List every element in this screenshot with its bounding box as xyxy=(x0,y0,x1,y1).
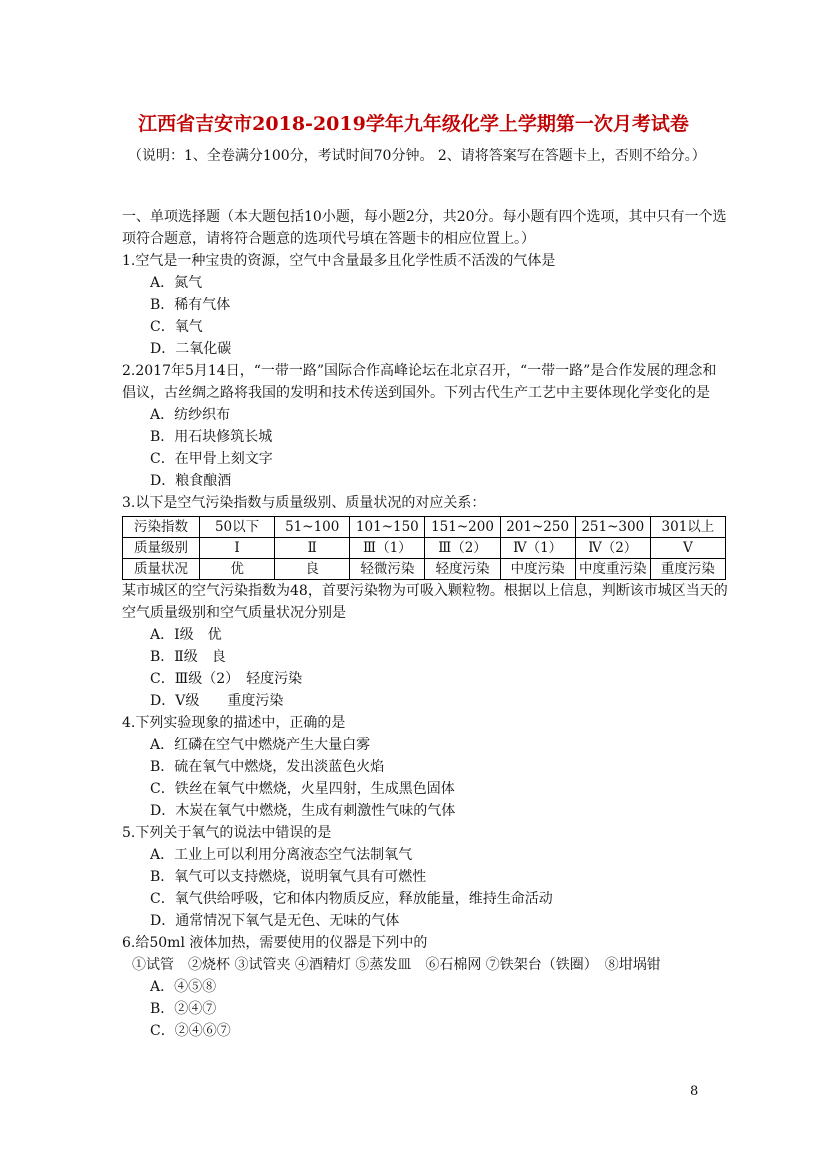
page-number: 8 xyxy=(690,1084,699,1099)
question-5 xyxy=(122,822,728,932)
option-b: B．②④⑦ xyxy=(150,1001,217,1017)
question-stem: 2.2017年5月14日，“一带一路”国际合作高峰论坛在北京召开，“一带一路”是合作发展的理念和倡议，古丝绸之路将我国的发明和技术传送到国外。下列古代生产工艺中主要体现化学变化的是 xyxy=(122,363,717,401)
option-d: D．木炭在氧气中燃烧，生成有刺激性气味的气体 xyxy=(150,803,456,819)
option-c: C．氧气 xyxy=(150,319,203,335)
table-cell: 轻度污染 xyxy=(425,559,500,580)
question-3 xyxy=(122,492,728,712)
table-cell: 重度污染 xyxy=(650,559,725,580)
option-b: B．硫在氧气中燃烧，发出淡蓝色火焰 xyxy=(150,759,385,775)
question-stem: 5.下列关于氧气的说法中错误的是 xyxy=(122,825,332,841)
question-stem: 4.下列实验现象的描述中，正确的是 xyxy=(122,715,346,731)
table-cell: Ⅲ（2） xyxy=(425,538,500,559)
question-stem: 1.空气是一种宝贵的资源，空气中含量最多且化学性质不活泼的气体是 xyxy=(122,253,556,269)
table-row xyxy=(123,517,726,538)
table-cell: 污染指数 xyxy=(123,517,200,538)
option-b: B．稀有气体 xyxy=(150,297,231,313)
table-cell: Ⅴ xyxy=(650,538,725,559)
table-row xyxy=(123,559,726,580)
table-cell: 中度重污染 xyxy=(575,559,650,580)
question-6 xyxy=(122,932,728,1042)
exam-content xyxy=(122,206,728,1042)
question-2 xyxy=(122,360,728,492)
question-stem-continued: 某市城区的空气污染指数为48，首要污染物为可吸入颗粒物。根据以上信息，判断该市城区当天的空气质量级别和空气质量状况分别是 xyxy=(122,583,728,621)
table-cell: Ⅰ xyxy=(200,538,275,559)
table-cell: 251~300 xyxy=(575,517,650,538)
table-cell: 101~150 xyxy=(350,517,425,538)
table-cell: 151~200 xyxy=(425,517,500,538)
option-c: C．氧气供给呼吸，它和体内物质反应，释放能量，维持生命活动 xyxy=(150,891,553,907)
table-cell: 轻微污染 xyxy=(350,559,425,580)
option-a: A．④⑤⑧ xyxy=(150,979,217,995)
question-stem: 6.给50ml 液体加热，需要使用的仪器是下列中的 xyxy=(122,935,428,951)
table-cell: 质量级别 xyxy=(123,538,200,559)
table-cell: 50以下 xyxy=(200,517,275,538)
section-heading: 一、单项选择题（本大题包括10小题，每小题2分，共20分。每小题有四个选项，其中只有一个选项符合题意，请将符合题意的选项代号填在答题卡的相应位置上。） xyxy=(122,209,727,247)
exam-instructions: （说明：1、全卷满分100分，考试时间70分钟。 2、请将答案写在答题卡上，否则不给分。） xyxy=(128,148,706,164)
table-cell: 201~250 xyxy=(500,517,575,538)
option-a: A．Ⅰ级 优 xyxy=(150,627,222,643)
option-a: A．红磷在空气中燃烧产生大量白雾 xyxy=(150,737,371,753)
question-stem: 3.以下是空气污染指数与质量级别、质量状况的对应关系： xyxy=(122,495,486,511)
table-cell: 良 xyxy=(275,559,350,580)
option-b: B．Ⅱ级 良 xyxy=(150,649,226,665)
option-c: C．②④⑥⑦ xyxy=(150,1023,231,1039)
question-4 xyxy=(122,712,728,822)
option-b: B．氧气可以支持燃烧，说明氧气具有可燃性 xyxy=(150,869,427,885)
option-d: D．通常情况下氧气是无色、无味的气体 xyxy=(150,913,400,929)
option-c: C．铁丝在氧气中燃烧，火星四射，生成黑色固体 xyxy=(150,781,455,797)
option-a: A．纺纱织布 xyxy=(150,407,231,423)
option-d: D．二氧化碳 xyxy=(150,341,232,357)
option-d: D．Ⅴ级 重度污染 xyxy=(150,693,284,709)
option-a: A．氮气 xyxy=(150,275,203,291)
question-1 xyxy=(122,250,728,360)
option-a: A．工业上可以利用分离液态空气法制氧气 xyxy=(150,847,413,863)
table-cell: 质量状况 xyxy=(123,559,200,580)
table-cell: Ⅲ（1） xyxy=(350,538,425,559)
table-cell: Ⅳ（2） xyxy=(575,538,650,559)
instrument-list: ①试管 ②烧杯 ③试管夹 ④酒精灯 ⑤蒸发皿 ⑥石棉网 ⑦铁架台（铁圈） ⑧坩埚钳 xyxy=(132,957,661,973)
exam-title: 江西省吉安市2018-2019学年九年级化学上学期第一次月考试卷 xyxy=(138,113,689,135)
option-d: D．粮食酿酒 xyxy=(150,473,232,489)
table-cell: 51~100 xyxy=(275,517,350,538)
air-quality-table xyxy=(122,516,726,580)
table-cell: Ⅳ（1） xyxy=(500,538,575,559)
option-b: B．用石块修筑长城 xyxy=(150,429,273,445)
table-cell: Ⅱ xyxy=(275,538,350,559)
option-c: C．Ⅲ级（2） 轻度污染 xyxy=(150,671,303,687)
option-c: C．在甲骨上刻文字 xyxy=(150,451,273,467)
table-row xyxy=(123,538,726,559)
table-cell: 301以上 xyxy=(650,517,725,538)
table-cell: 中度污染 xyxy=(500,559,575,580)
table-cell: 优 xyxy=(200,559,275,580)
